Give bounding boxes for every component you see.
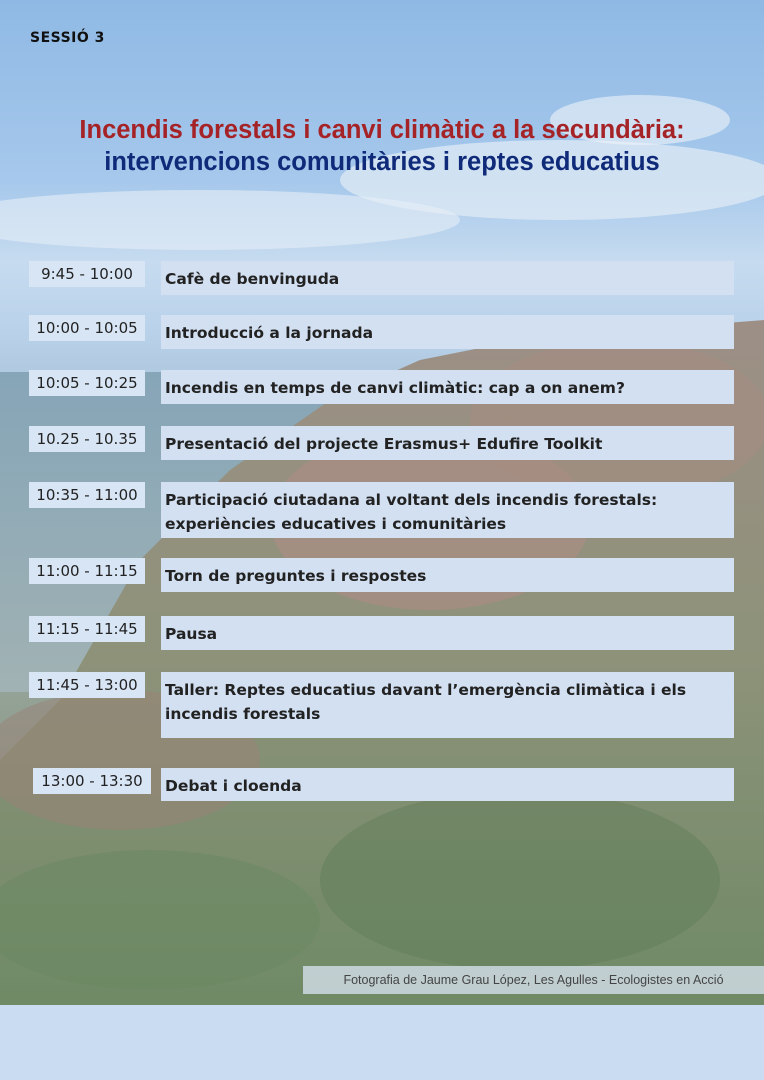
title-line-1: Incendis forestals i canvi climàtic a la secundària: [79,116,685,144]
activity-label: Participació ciutadana al voltant dels incendis forestals: experiències educatives i comunitàries [161,482,734,538]
time-slot: 11:15 - 11:45 [29,616,145,642]
activity-label: Introducció a la jornada [161,315,734,349]
footer-band [0,1005,764,1080]
time-slot: 9:45 - 10:00 [29,261,145,287]
time-slot: 10:35 - 11:00 [29,482,145,508]
activity-label: Torn de preguntes i respostes [161,558,734,592]
activity-label: Pausa [161,616,734,650]
time-slot: 13:00 - 13:30 [33,768,151,794]
activity-label: Cafè de benvinguda [161,261,734,295]
activity-label: Debat i cloenda [161,768,734,801]
activity-label: Taller: Reptes educatius davant l’emergència climàtica i els incendis forestals [161,672,734,738]
time-slot: 10:00 - 10:05 [29,315,145,341]
time-slot: 11:00 - 11:15 [29,558,145,584]
photo-credit: Fotografia de Jaume Grau López, Les Agulles - Ecologistes en Acció [303,966,764,994]
page-title [0,114,764,178]
activity-label: Presentació del projecte Erasmus+ Edufire Toolkit [161,426,734,460]
time-slot: 11:45 - 13:00 [29,672,145,698]
time-slot: 10:05 - 10:25 [29,370,145,396]
activity-label: Incendis en temps de canvi climàtic: cap a on anem? [161,370,734,404]
title-line-2: intervencions comunitàries i reptes educatius [104,148,660,176]
session-label: SESSIÓ 3 [30,30,105,46]
time-slot: 10.25 - 10.35 [29,426,145,452]
